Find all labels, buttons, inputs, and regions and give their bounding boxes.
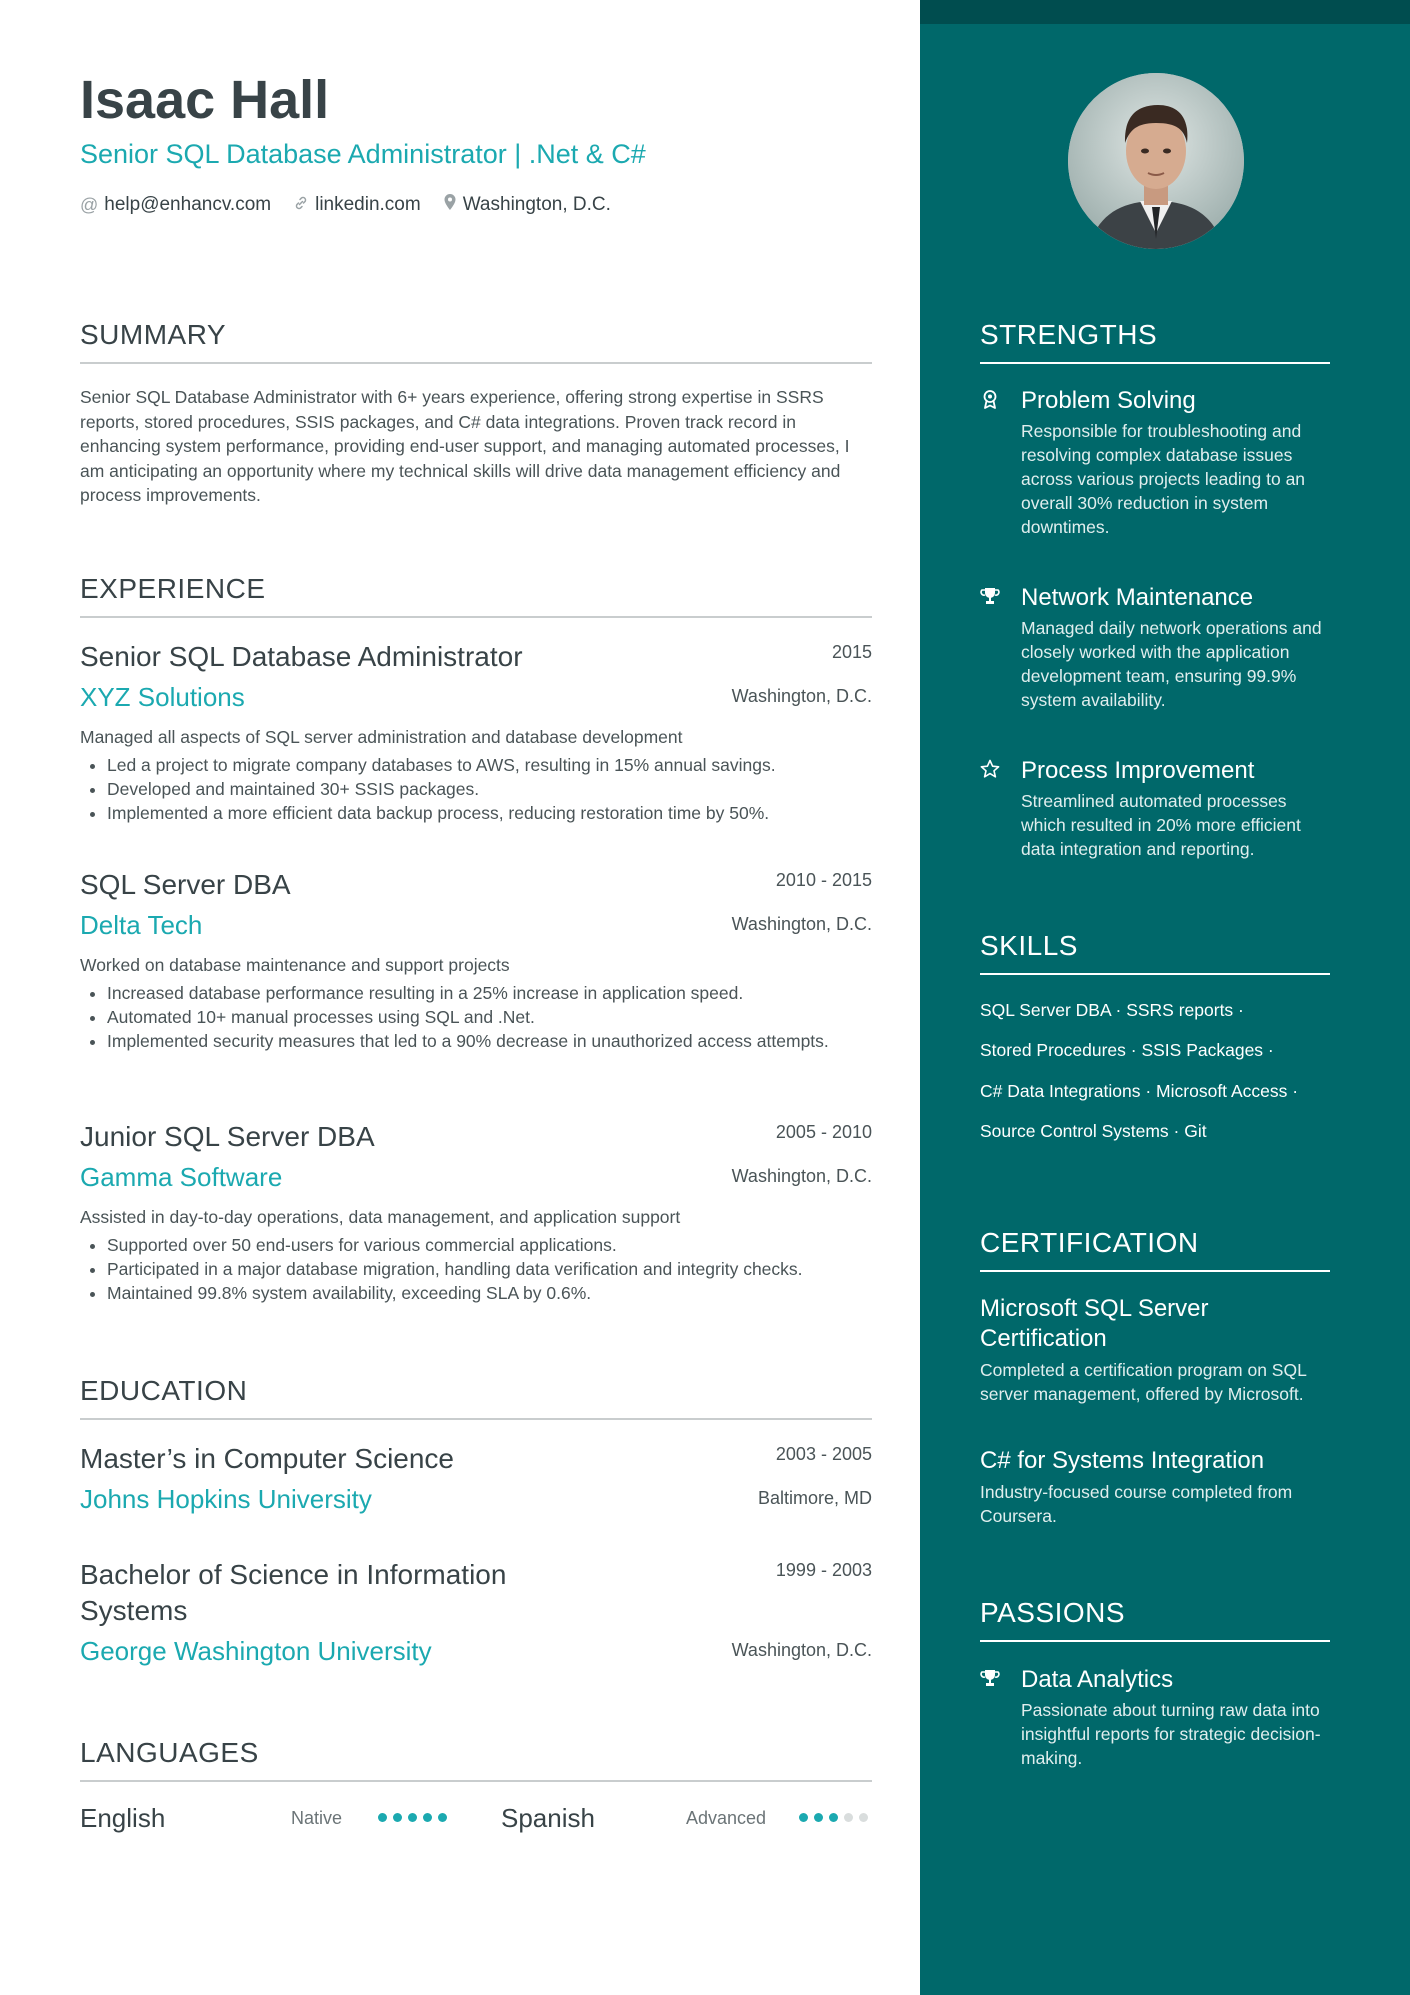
certification-title: C# for Systems Integration — [980, 1447, 1265, 1474]
education-date: 2003 - 2005 — [775, 1444, 872, 1464]
company-name: Gamma Software — [80, 1162, 283, 1192]
experience-entry — [80, 867, 872, 1053]
strength-description: Streamlined automated processes which resulted in 20% more efficient data integration and reporting. — [1021, 791, 1301, 859]
strength-description: Responsible for troubleshooting and resolving complex database issues across various projects leading to an overall 30% reduction in system downtimes. — [1021, 421, 1306, 537]
language-level: Advanced — [686, 1808, 767, 1828]
rating-dot — [814, 1813, 823, 1822]
company-name: Delta Tech — [80, 910, 203, 940]
list-item: • Implemented security measures that led to a 90% decrease in unauthorized access attempts. — [107, 1029, 872, 1053]
rating-dot — [844, 1813, 853, 1822]
list-item: • Increased database performance resulting in a 25% increase in application speed. — [107, 981, 872, 1005]
experience-entry — [80, 1119, 872, 1305]
contact-email[interactable] — [80, 193, 271, 217]
job-location: Washington, D.C. — [731, 914, 872, 934]
list-item: • Participated in a major database migration, handling data verification and integrity checks. — [107, 1257, 872, 1281]
rating-dot — [378, 1813, 387, 1822]
job-title: SQL Server DBA — [80, 869, 291, 900]
skills-heading: SKILLS — [980, 929, 1330, 975]
contact-location — [443, 193, 611, 217]
list-item: • Supported over 50 end-users for various commercial applications. — [107, 1233, 872, 1257]
strength-title: Network Maintenance — [1021, 584, 1254, 611]
strength-item — [980, 582, 1332, 712]
school-location: Baltimore, MD — [757, 1488, 872, 1508]
trophy-icon — [980, 1668, 1000, 1688]
skill-line: SQL Server DBA · SSRS reports · — [980, 1000, 1244, 1020]
rating-dot — [859, 1813, 868, 1822]
job-bullets — [80, 1233, 872, 1305]
job-description: Managed all aspects of SQL server administration and database development — [80, 727, 683, 747]
sidebar — [920, 0, 1410, 1995]
education-entry — [80, 1441, 872, 1517]
school-location: Washington, D.C. — [731, 1640, 872, 1660]
skill-line: C# Data Integrations · Microsoft Access · — [980, 1081, 1299, 1101]
school-name: George Washington University — [80, 1636, 432, 1666]
summary-heading: SUMMARY — [80, 318, 872, 364]
passion-description: Passionate about turning raw data into insightful reports for strategic decision-making. — [1021, 1700, 1321, 1768]
list-item: • Automated 10+ manual processes using SQL and .Net. — [107, 1005, 872, 1029]
company-name: XYZ Solutions — [80, 682, 245, 712]
job-date: 2010 - 2015 — [775, 870, 872, 890]
job-date: 2005 - 2010 — [775, 1122, 872, 1142]
experience-entry — [80, 639, 872, 825]
language-rating — [378, 1813, 447, 1822]
experience-heading: EXPERIENCE — [80, 572, 872, 618]
education-heading: EDUCATION — [80, 1374, 872, 1420]
certification-title: Microsoft SQL Server Certification — [980, 1295, 1209, 1352]
job-bullets — [80, 753, 872, 825]
rating-dot — [423, 1813, 432, 1822]
strength-title: Problem Solving — [1021, 387, 1196, 414]
education-date: 1999 - 2003 — [775, 1560, 872, 1580]
award-icon — [980, 389, 1000, 409]
strength-title: Process Improvement — [1021, 757, 1255, 784]
list-item: • Implemented a more efficient data backup process, reducing restoration time by 50%. — [107, 801, 872, 825]
job-location: Washington, D.C. — [731, 1166, 872, 1186]
list-item: • Developed and maintained 30+ SSIS packages. — [107, 777, 872, 801]
summary-text: Senior SQL Database Administrator with 6+ years experience, offering strong expertise in SSRS reports, stored procedures, SSIS packages, and C# data integrations. Proven track record in enhancing system performance, providing end-user support, and managing automated processes, I am anticipating an opportunity where my technical skills will drive data management efficiency and process improvements. — [80, 387, 850, 505]
location-pin-icon — [443, 193, 457, 217]
language-name: English — [80, 1803, 166, 1833]
candidate-name: Isaac Hall — [80, 70, 330, 130]
degree-title: Master’s in Computer Science — [80, 1443, 455, 1474]
location-text: Washington, D.C. — [462, 194, 611, 215]
degree-title: Bachelor of Science in Information Systems — [80, 1559, 507, 1626]
languages-heading: LANGUAGES — [80, 1736, 872, 1782]
passions-heading: PASSIONS — [980, 1596, 1330, 1642]
rating-dot — [829, 1813, 838, 1822]
candidate-title: Senior SQL Database Administrator | .Net & C# — [80, 139, 646, 169]
strength-description: Managed daily network operations and closely worked with the application development team, ensuring 99.9% system availability. — [1021, 618, 1322, 710]
language-level: Native — [291, 1808, 343, 1828]
passion-title: Data Analytics — [1021, 1666, 1174, 1693]
job-title: Senior SQL Database Administrator — [80, 641, 523, 672]
rating-dot — [393, 1813, 402, 1822]
contact-linkedin[interactable] — [293, 193, 421, 217]
strength-item — [980, 755, 1332, 861]
strength-item — [980, 385, 1332, 539]
rating-dot — [438, 1813, 447, 1822]
avatar — [1068, 73, 1244, 249]
certification-item — [980, 1294, 1332, 1406]
education-entry — [80, 1557, 872, 1669]
certification-heading: CERTIFICATION — [980, 1226, 1330, 1272]
email-text: help@enhancv.com — [104, 194, 272, 215]
passion-item — [980, 1664, 1332, 1770]
language-name: Spanish — [501, 1803, 595, 1833]
rating-dot — [799, 1813, 808, 1822]
at-icon: @ — [80, 195, 99, 215]
job-description: Assisted in day-to-day operations, data management, and application support — [80, 1207, 681, 1227]
languages-list — [80, 1800, 872, 1836]
list-item: • Led a project to migrate company databases to AWS, resulting in 15% annual savings. — [107, 753, 872, 777]
job-description: Worked on database maintenance and support projects — [80, 955, 510, 975]
certification-description: Industry-focused course completed from Coursera. — [980, 1482, 1293, 1526]
job-location: Washington, D.C. — [731, 686, 872, 706]
job-title: Junior SQL Server DBA — [80, 1121, 375, 1152]
job-bullets — [80, 981, 872, 1053]
trophy-icon — [980, 586, 1000, 606]
certification-item — [980, 1446, 1332, 1528]
sidebar-top-bar — [920, 0, 1410, 24]
skill-line: Source Control Systems · Git — [980, 1121, 1207, 1141]
list-item: • Maintained 99.8% system availability, exceeding SLA by 0.6%. — [107, 1281, 872, 1305]
skill-line: Stored Procedures · SSIS Packages · — [980, 1040, 1274, 1060]
job-date: 2015 — [831, 642, 872, 662]
language-rating — [799, 1813, 868, 1822]
school-name: Johns Hopkins University — [80, 1484, 372, 1514]
contact-info — [80, 193, 611, 217]
linkedin-text: linkedin.com — [315, 194, 421, 215]
certification-description: Completed a certification program on SQL server management, offered by Microsoft. — [980, 1360, 1307, 1404]
star-icon — [980, 759, 1000, 779]
rating-dot — [408, 1813, 417, 1822]
link-icon — [293, 193, 309, 217]
strengths-heading: STRENGTHS — [980, 318, 1330, 364]
